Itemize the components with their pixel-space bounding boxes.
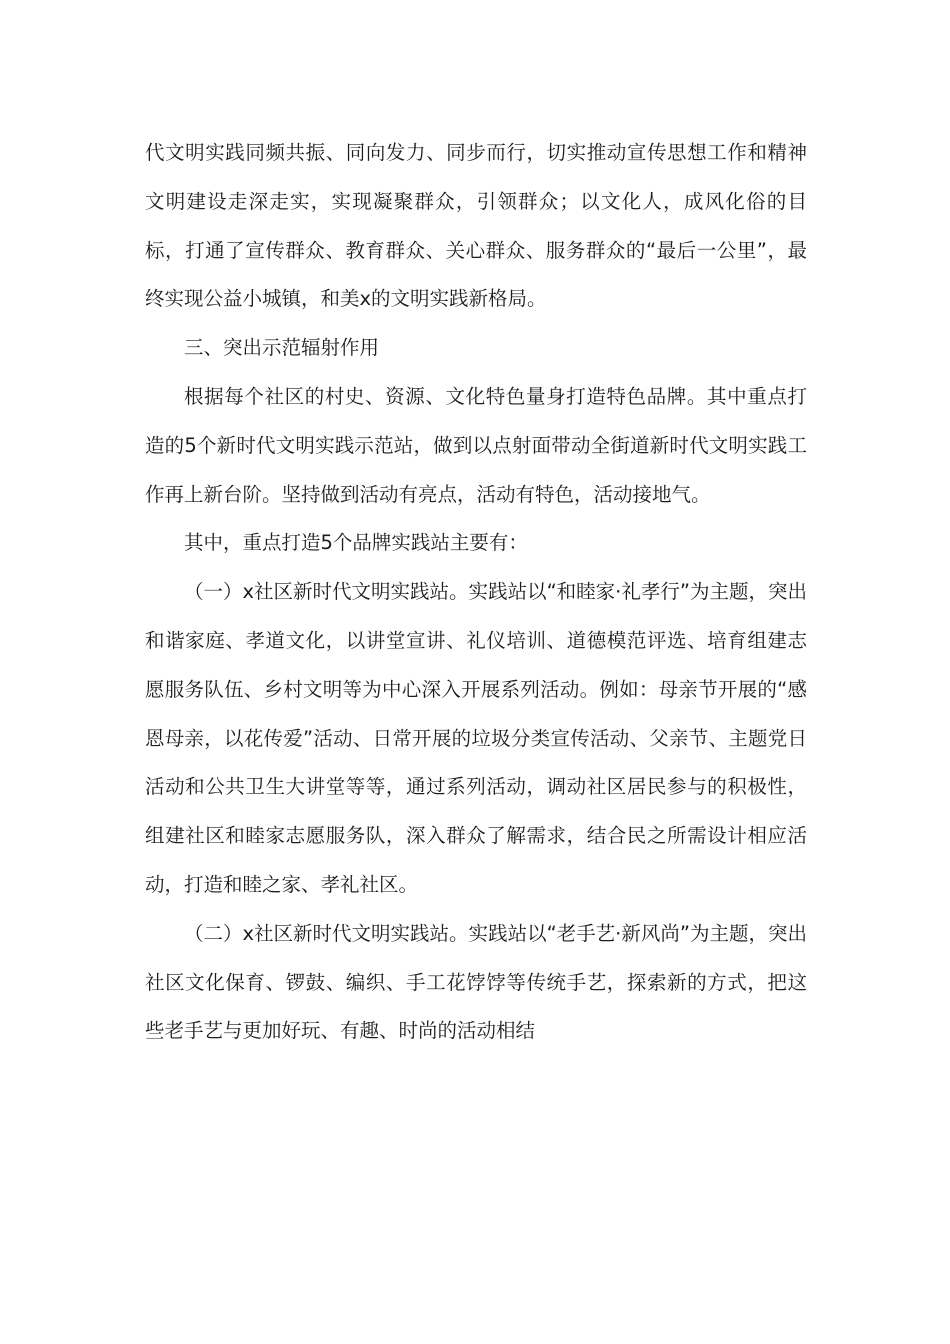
document-body: [145, 129, 807, 1056]
paragraph-station-one: （一）x社区新时代文明实践站。实践站以“和睦家·礼孝行”为主题，突出和谐家庭、孝道文化，以讲堂宣讲、礼仪培训、道德模范评选、培育组建志愿服务队伍、乡村文明等为中心深入开展系列活动。例如：母亲节开展的“感恩母亲，以花传爱”活动、日常开展的垃圾分类宣传活动、父亲节、主题党日活动和公共卫生大讲堂等等，通过系列活动，调动社区居民参与的积极性，组建社区和睦家志愿服务队，深入群众了解需求，结合民之所需设计相应活动，打造和睦之家、孝礼社区。: [145, 580, 807, 896]
paragraph-list-intro: 其中，重点打造5个品牌实践站主要有：: [184, 531, 528, 555]
paragraph-continuation: 代文明实践同频共振、同向发力、同步而行，切实推动宣传思想工作和精神文明建设走深走实，实现凝聚群众，引领群众；以文化人，成风化俗的目标，打通了宣传群众、教育群众、关心群众、服务群众的“最后一公里”，最终实现公益小城镇，和美x的文明实践新格局。: [145, 141, 807, 311]
paragraph-brand-building: 根据每个社区的村史、资源、文化特色量身打造特色品牌。其中重点打造的5个新时代文明实践示范站，做到以点射面带动全街道新时代文明实践工作再上新台阶。坚持做到活动有亮点，活动有特色，活动接地气。: [145, 384, 807, 506]
section-heading: 三、突出示范辐射作用: [184, 336, 380, 360]
paragraph-station-two: （二）x社区新时代文明实践站。实践站以“老手艺·新风尚”为主题，突出社区文化保育、锣鼓、编织、手工花饽饽等传统手艺，探索新的方式，把这些老手艺与更加好玩、有趣、时尚的活动相结: [145, 921, 807, 1043]
